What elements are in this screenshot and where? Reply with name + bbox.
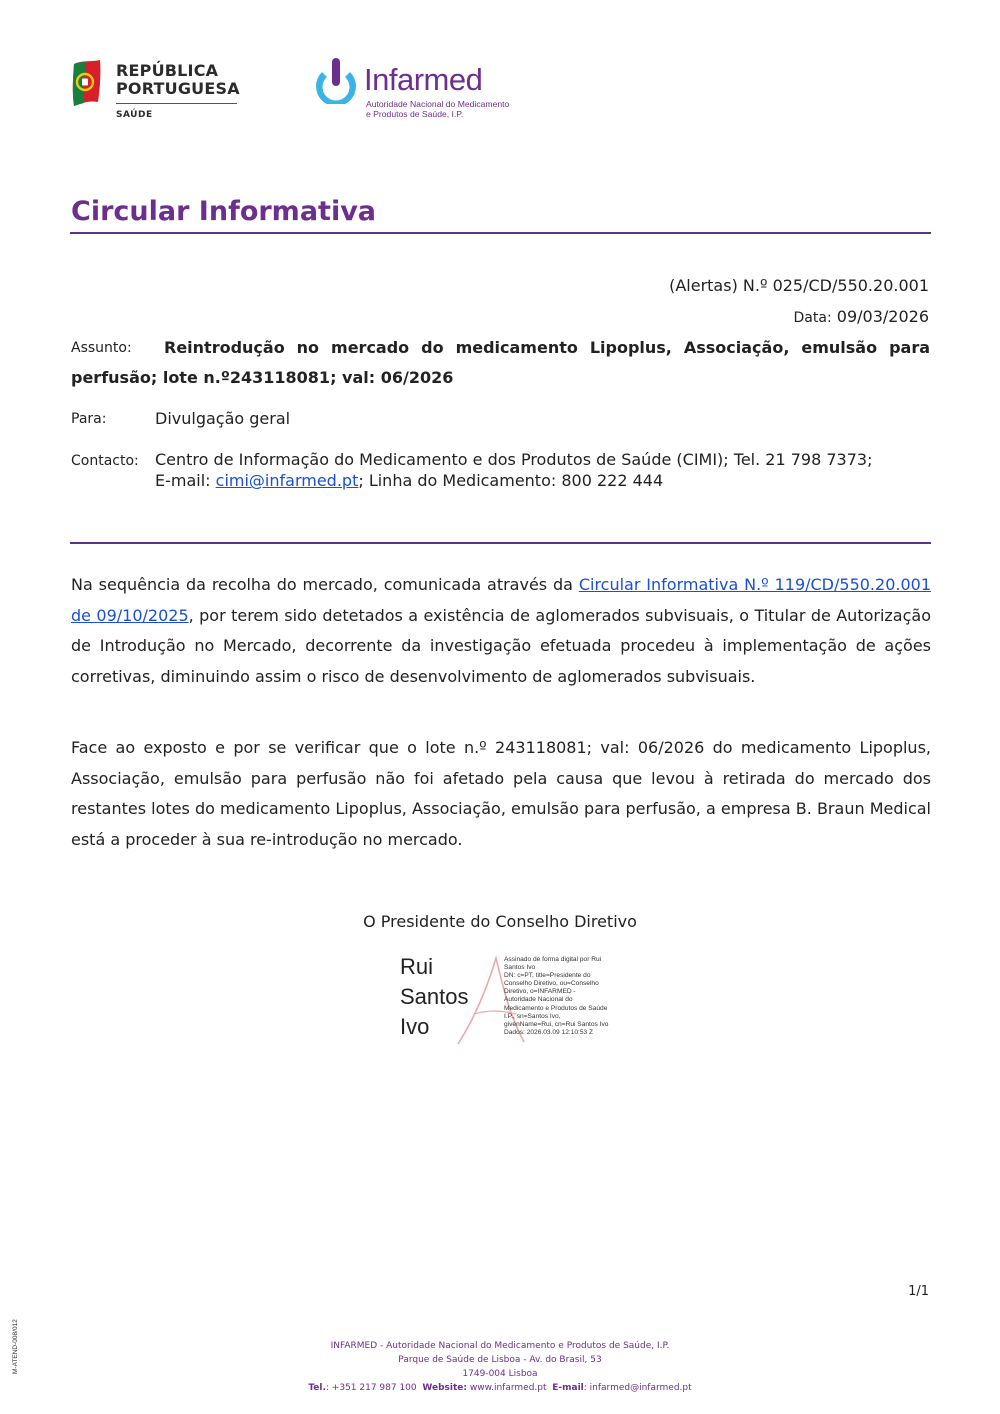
para1-start: Na sequência da recolha do mercado, comunicada através da <box>71 575 579 594</box>
footer-web-link[interactable]: www.infarmed.pt <box>466 1383 547 1393</box>
subject-text-line2: perfusão; lote n.º243118081; val: 06/2026 <box>71 368 454 387</box>
signature-detail-line: I.P., sn=Santos Ivo, <box>504 1012 561 1020</box>
date-line <box>794 307 929 326</box>
signature-detail-line: Dados: 2026.03.09 12:10:53 Z <box>504 1028 594 1036</box>
contact-label: Contacto: <box>71 453 139 469</box>
para1-end: , por terem sido detetados a existência de aglomerados subvisuais, o Titular de Autorização de Introdução no Mercado, decorrente da investigação efetuada procedeu à implementação de ações corretivas, diminuindo assim o risco de desenvolvimento de aglomerados subvisuais. <box>71 605 931 686</box>
signature-detail-line: Diretivo, o=INFARMED - <box>504 988 576 996</box>
to-label: Para: <box>71 411 107 427</box>
signer-name-line2: Santos <box>400 984 469 1009</box>
signature-detail-line: Santos Ivo <box>504 964 536 972</box>
signature-detail-line: Conselho Diretivo, ou=Conselho <box>504 980 599 988</box>
footer-line1: INFARMED - Autoridade Nacional do Medicamento e Produtos de Saúde, I.P. <box>330 1341 670 1351</box>
infarmed-subtitle-line1: Autoridade Nacional do Medicamento <box>366 99 510 109</box>
date-label: Data: <box>793 310 832 326</box>
footer-email-label: E-mail <box>552 1383 584 1393</box>
signature-detail-line: Autoridade Nacional do <box>504 996 573 1004</box>
signer-role: O Presidente do Conselho Diretivo <box>363 912 637 931</box>
page-number: 1/1 <box>908 1284 929 1299</box>
portuguese-flag-emblem-icon <box>70 60 106 106</box>
footer-line2: Parque de Saúde de Lisboa - Av. do Brasil, 53 <box>398 1355 602 1365</box>
signer-name-line3: Ivo <box>400 1014 430 1039</box>
circular-reference: (Alertas) N.º 025/CD/550.20.001 <box>669 276 929 295</box>
infarmed-symbol-icon <box>314 58 358 104</box>
header-divider <box>70 542 931 544</box>
signature-detail-line: givenName=Rui, cn=Rui Santos Ivo <box>504 1020 609 1028</box>
previous-circular-link[interactable]: Circular Informativa N.º 119/CD/550.20.001 de 09/10/2025 <box>71 575 932 625</box>
logo-text-line2: PORTUGUESA <box>116 79 240 98</box>
signature-detail-line: Assinado de forma digital por Rui <box>504 956 602 963</box>
signer-name-line1: Rui <box>400 954 434 979</box>
footer-email-link[interactable]: : infarmed@infarmed.pt <box>583 1383 692 1393</box>
footer-contacts <box>0 1383 1000 1393</box>
contact-line1: Centro de Informação do Medicamento e dos Produtos de Saúde (CIMI); Tel. 21 798 7373; <box>155 450 873 469</box>
infarmed-subtitle-line2: e Produtos de Saúde, I.P. <box>366 109 464 119</box>
date-value: 09/03/2026 <box>836 307 929 326</box>
logo-text-line1: REPÚBLICA <box>116 61 219 80</box>
subject-text-line1: Reintrodução no mercado do medicamento Lipoplus, Associação, emulsão para <box>164 338 930 357</box>
subject-label: Assunto: <box>71 340 132 356</box>
footer-tel-label: Tel. <box>308 1383 326 1393</box>
body-paragraph-1 <box>71 570 931 692</box>
signature-details <box>504 956 616 1037</box>
signature-detail-line: DN: c=PT, title=Presidente do <box>504 972 591 980</box>
infarmed-name: Infarmed <box>364 62 483 97</box>
footer-web-label: Website: <box>422 1383 467 1393</box>
title-divider <box>70 232 931 234</box>
republica-portuguesa-logo <box>70 58 245 124</box>
contact-email-link[interactable]: cimi@infarmed.pt <box>215 471 359 490</box>
infarmed-logo <box>314 58 510 122</box>
logo-ministry: SAÚDE <box>116 110 153 120</box>
body-paragraph-2: Face ao exposto e por se verificar que o lote n.º 243118081; val: 06/2026 do medicamento Lipoplus, Associação, emulsão para perfusão não foi afetado pela causa que levou à retirada do mercado dos restantes lotes do medicamento Lipoplus, Associação, emulsão para perfusão, a empresa B. Braun Medical está a proceder à sua re-introdução no mercado. <box>71 738 931 849</box>
contact-line2 <box>155 471 663 490</box>
logo-divider <box>116 103 237 104</box>
contact-email-label: E-mail: <box>155 471 216 490</box>
to-value: Divulgação geral <box>155 409 291 428</box>
document-title: Circular Informativa <box>71 196 377 227</box>
form-code: M-ATEND-008/012 <box>12 1319 19 1374</box>
footer-tel-value: : +351 217 987 100 <box>325 1383 417 1393</box>
contact-line2-rest: ; Linha do Medicamento: 800 222 444 <box>358 471 664 490</box>
signature-detail-line: Medicamento e Produtos de Saúde <box>504 1004 608 1012</box>
footer-line3: 1749-004 Lisboa <box>462 1369 538 1379</box>
